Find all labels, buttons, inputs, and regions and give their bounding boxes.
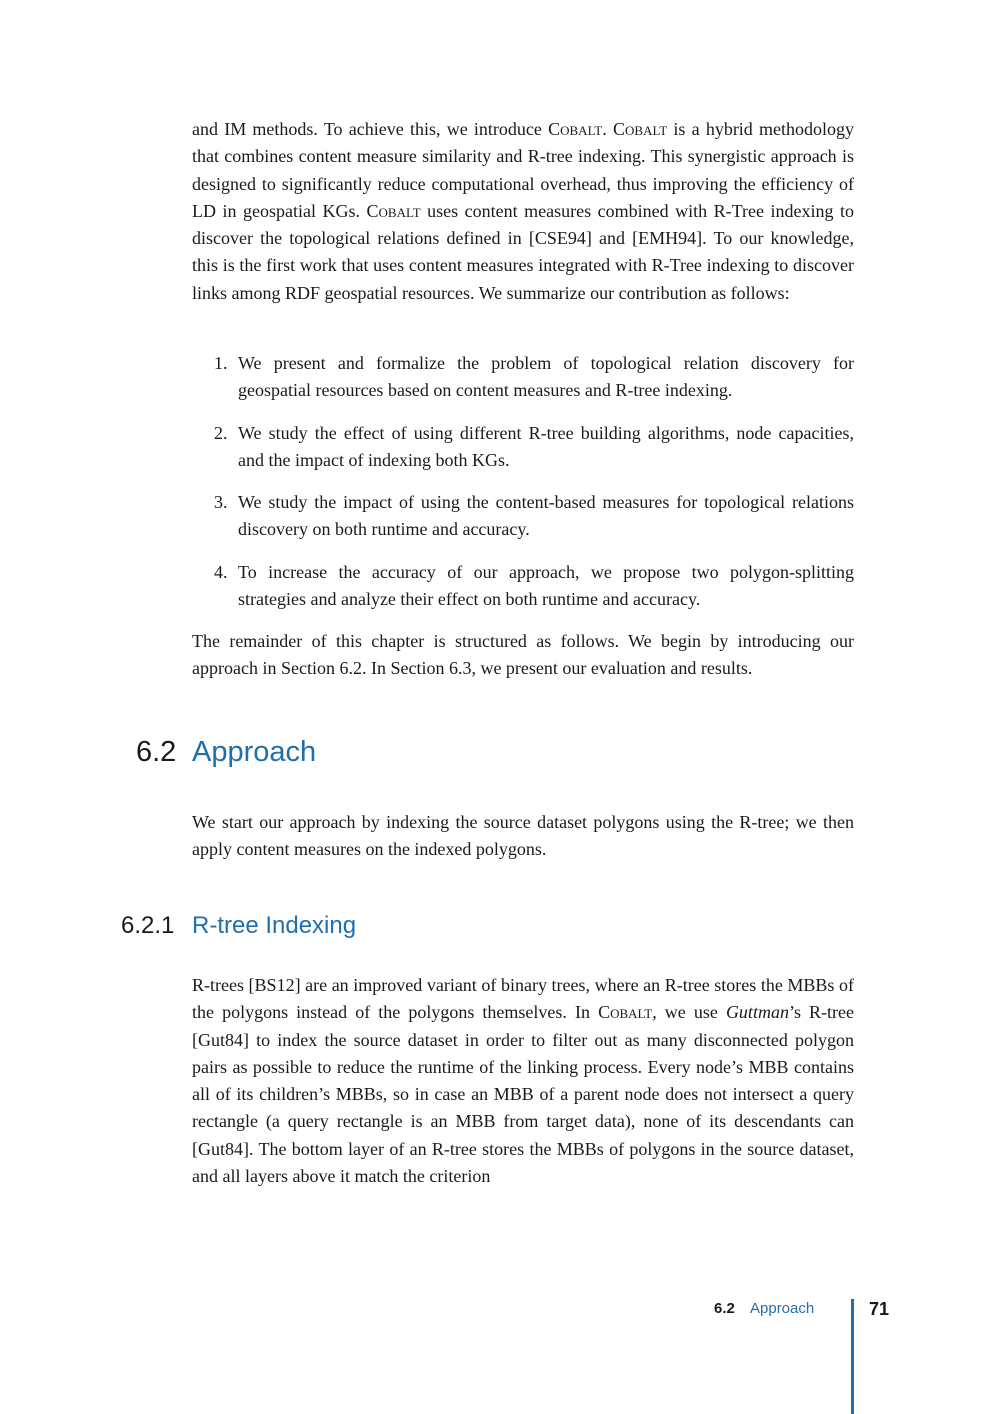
- subsection-number: 6.2.1: [121, 912, 175, 939]
- page-number: 71: [869, 1299, 890, 1319]
- cobalt-name: Cobalt: [366, 200, 421, 221]
- list-item: 3. We study the impact of using the content-based measures for topological relations discovery on both runtime and accuracy.: [214, 492, 854, 540]
- list-item: 2. We study the effect of using different R-tree building algorithms, node capacities, and the impact of indexing both KGs.: [214, 423, 854, 471]
- section-number: 6.2: [136, 736, 177, 768]
- footer-section-title: Approach: [750, 1300, 815, 1317]
- list-item: 4. To increase the accuracy of our approach, we propose two polygon-splitting strategies and analyze their effect on both runtime and accuracy.: [214, 562, 854, 610]
- list-item: 1. We present and formalize the problem of topological relation discovery for geospatial resources based on content measures and R-tree indexing.: [214, 353, 854, 401]
- approach-paragraph: We start our approach by indexing the source dataset polygons using the R-tree; we then apply content measures on the indexed polygons.: [192, 812, 854, 860]
- intro-paragraph: and IM methods. To achieve this, we introduce Cobalt. Cobalt is a hybrid methodology that combines content measure similarity and R-tree indexing. This synergistic approach is designed to significantly reduce computational overhead, thus improving the efficiency of LD in geospatial KGs. Cobalt uses content measures combined with R-Tree indexing to discover the topological relations defined in [CSE94] and [EMH94]. To our knowledge, this is the first work that uses content measures integrated with R-Tree indexing to discover links among RDF geospatial resources. We summarize our contribution as follows:: [192, 119, 855, 303]
- subsection-title: R-tree Indexing: [192, 912, 357, 939]
- section-title: Approach: [192, 736, 317, 768]
- cobalt-name: Cobalt: [548, 119, 603, 139]
- footer-section-number: 6.2: [714, 1300, 735, 1317]
- cobalt-name: Cobalt: [613, 119, 668, 139]
- remainder-paragraph: The remainder of this chapter is structured as follows. We begin by introducing our approach in Section 6.2. In Section 6.3, we present our evaluation and results.: [192, 631, 854, 679]
- guttman-name: Guttman: [725, 1002, 789, 1023]
- rtree-paragraph: R-trees [BS12] are an improved variant of binary trees, where an R-tree stores the MBBs of the polygons instead of the polygons themselves. In Cobalt, we use Guttman’s R-tree [Gut84] to index the source dataset in order to filter out as many disconnected polygon pairs as possible to reduce the runtime of the linking process. Every node’s MBB contains all of its children’s MBBs, so in case an MBB of a parent node does not intersect a query rectangle (a query rectangle is an MBB from target data), none of its descendants can [Gut84]. The bottom layer of an R-tree stores the MBBs of polygons in the source dataset, and all layers above it match the criterion: [192, 975, 854, 1187]
- cobalt-name: Cobalt: [598, 1002, 653, 1023]
- footer-rule: [851, 1299, 854, 1414]
